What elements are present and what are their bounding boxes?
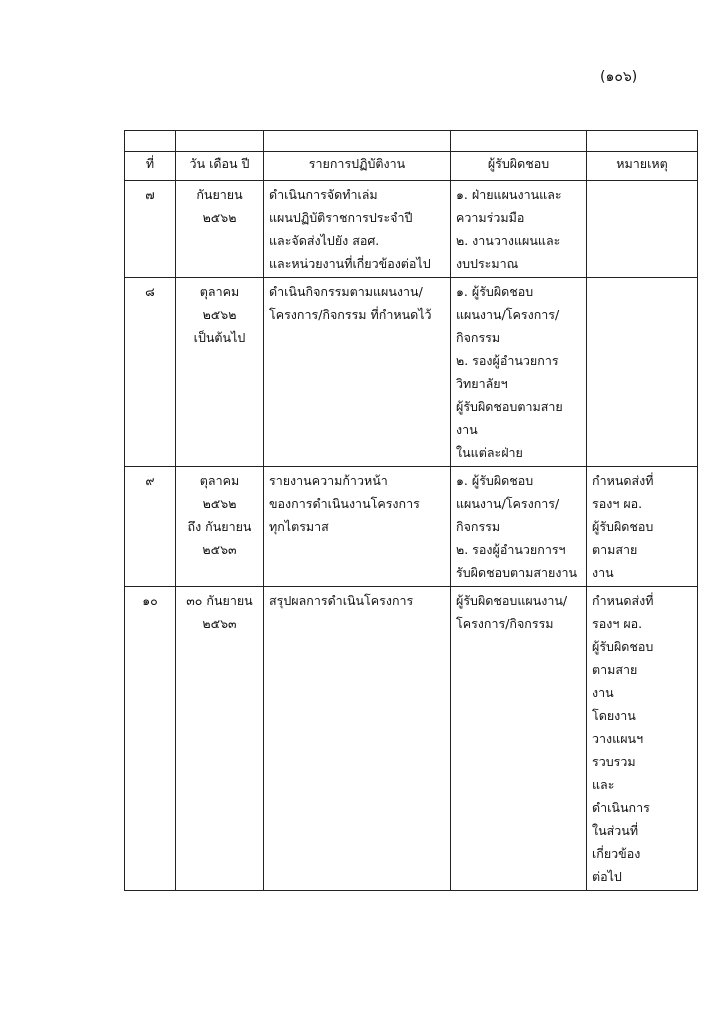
row-responsible-line: รับผิดชอบตามสายงาน <box>456 565 578 580</box>
row-responsible <box>451 278 587 467</box>
table-row <box>125 587 698 891</box>
row-remark-line: เกี่ยวข้อง <box>592 846 641 861</box>
header-remark: หมายเหตุ <box>587 152 698 181</box>
header-row <box>125 152 698 181</box>
row-date-line: ๒๕๖๓ <box>202 616 237 631</box>
row-responsible-line: ๒. รองผู้อำนวยการฯ <box>456 542 566 557</box>
row-number: ๘ <box>125 278 176 467</box>
row-date-line: เป็นต้นไป <box>193 330 246 345</box>
row-task-line: และหน่วยงานที่เกี่ยวข้องต่อไป <box>269 256 431 271</box>
schedule-table <box>124 130 698 891</box>
row-responsible-line: ๑. ฝ่ายแผนงานและ <box>456 187 562 202</box>
row-number: ๑๐ <box>125 587 176 891</box>
row-date-line: ถึง กันยายน <box>187 519 252 534</box>
row-task-line: ดำเนินการจัดทำเล่ม <box>269 187 378 202</box>
header-date: วัน เดือน ปี <box>176 152 264 181</box>
row-responsible-line: แผนงาน/โครงการ/ <box>456 307 560 322</box>
row-date <box>176 467 264 587</box>
row-date-line: ๒๕๖๓ <box>202 542 237 557</box>
row-date-line: ตุลาคม <box>199 284 240 299</box>
row-remark-line: ตามสาย <box>592 542 638 557</box>
page-number: (๑๐๖) <box>600 69 638 85</box>
row-responsible <box>451 467 587 587</box>
row-responsible-line: ความร่วมมือ <box>456 210 525 225</box>
row-responsible-line: กิจกรรม <box>456 330 501 345</box>
row-remark-line: วางแผนฯ <box>592 731 644 746</box>
row-task-line: ทุกไตรมาส <box>269 519 329 534</box>
row-remark-line: ผู้รับผิดชอบ <box>592 639 654 654</box>
row-remark-line: โดยงาน <box>592 708 636 723</box>
row-number: ๙ <box>125 467 176 587</box>
row-date-line: ตุลาคม <box>199 473 240 488</box>
row-task-line: รายงานความก้าวหน้า <box>269 473 388 488</box>
table-row <box>125 467 698 587</box>
row-remark <box>587 181 698 278</box>
row-task-line: ของการดำเนินงานโครงการ <box>269 496 420 511</box>
row-number: ๗ <box>125 181 176 278</box>
row-remark-line: รองฯ ผอ. <box>592 616 643 631</box>
row-task-line: และจัดส่งไปยัง สอศ. <box>269 233 380 248</box>
row-remark <box>587 587 698 891</box>
row-responsible-line: ๒. งานวางแผนและ <box>456 233 561 248</box>
row-responsible <box>451 181 587 278</box>
row-date-line: ๒๕๖๒ <box>202 496 237 511</box>
row-remark-line: รวบรวม <box>592 754 636 769</box>
row-remark-line: ผู้รับผิดชอบ <box>592 519 654 534</box>
row-responsible-line: แผนงาน/โครงการ/ <box>456 496 560 511</box>
row-remark-line: ตามสาย <box>592 662 638 677</box>
blank-header-row <box>125 131 698 152</box>
row-responsible-line: ผู้รับผิดชอบแผนงาน/ <box>456 593 568 608</box>
row-date <box>176 181 264 278</box>
row-responsible-line: กิจกรรม <box>456 519 501 534</box>
row-task <box>264 587 451 891</box>
row-task-line: แผนปฏิบัติราชการประจำปี <box>269 210 413 225</box>
row-remark-line: รองฯ ผอ. <box>592 496 643 511</box>
row-task <box>264 181 451 278</box>
row-task-line: โครงการ/กิจกรรม ที่กำหนดไว้ <box>269 307 432 322</box>
header-no: ที่ <box>125 152 176 181</box>
row-responsible-line: วิทยาลัยฯ <box>456 376 508 391</box>
row-remark-line: ดำเนินการ <box>592 800 650 815</box>
row-remark-line: กำหนดส่งที่ <box>592 593 654 608</box>
row-remark-line: ต่อไป <box>592 869 622 884</box>
row-date-line: ๓๐ กันยายน <box>186 593 253 608</box>
row-responsible-line: งาน <box>456 422 478 437</box>
table-row <box>125 278 698 467</box>
row-remark-line: งาน <box>592 685 614 700</box>
table-row <box>125 181 698 278</box>
row-responsible-line: ในแต่ละฝ่าย <box>456 445 523 460</box>
header-responsible: ผู้รับผิดชอบ <box>451 152 587 181</box>
row-date <box>176 278 264 467</box>
row-task-line: สรุปผลการดำเนินโครงการ <box>269 593 414 608</box>
row-remark-line: กำหนดส่งที่ <box>592 473 654 488</box>
row-responsible-line: งบประมาณ <box>456 256 519 271</box>
row-responsible-line: ๒. รองผู้อำนวยการ <box>456 353 559 368</box>
header-task: รายการปฏิบัติงาน <box>264 152 451 181</box>
row-date <box>176 587 264 891</box>
row-responsible <box>451 587 587 891</box>
row-date-line: ๒๕๖๒ <box>202 307 237 322</box>
row-task <box>264 467 451 587</box>
row-remark <box>587 467 698 587</box>
row-date-line: ๒๕๖๒ <box>202 210 237 225</box>
row-remark-line: งาน <box>592 565 614 580</box>
row-remark-line: และ <box>592 777 615 792</box>
row-remark <box>587 278 698 467</box>
row-date-line: กันยายน <box>196 187 243 202</box>
row-responsible-line: ๑. ผู้รับผิดชอบ <box>456 473 534 488</box>
row-responsible-line: โครงการ/กิจกรรม <box>456 616 554 631</box>
row-responsible-line: ผู้รับผิดชอบตามสาย <box>456 399 563 414</box>
row-task-line: ดำเนินกิจกรรมตามแผนงาน/ <box>269 284 423 299</box>
row-remark-line: ในส่วนที่ <box>592 823 639 838</box>
row-responsible-line: ๑. ผู้รับผิดชอบ <box>456 284 534 299</box>
row-task <box>264 278 451 467</box>
